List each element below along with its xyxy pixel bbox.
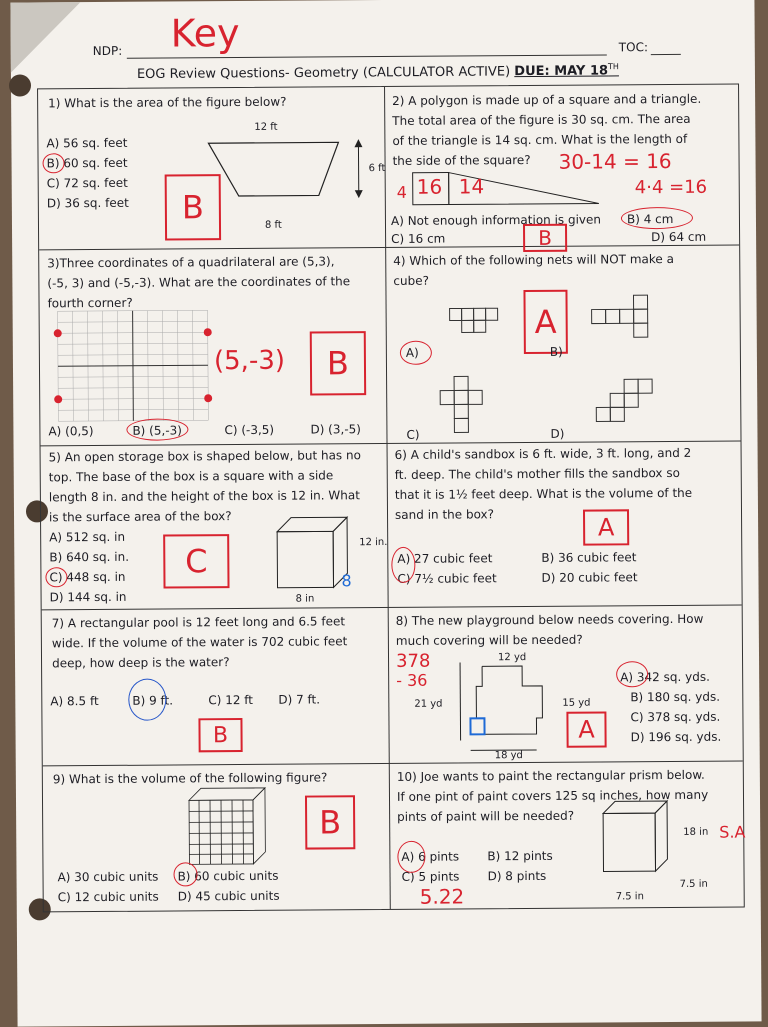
q1-answer-circle [42,153,64,173]
q5-answer-box: C [163,534,229,588]
q3-coordinate-grid [58,310,209,421]
q9-answer-circle [173,862,197,886]
q3-answer-box: B [310,331,366,395]
q3-option-a[interactable]: A) (0,5) [48,421,93,441]
q4-option-a[interactable]: A) [406,343,419,363]
toc-label: TOC: [619,40,648,54]
question-grid [37,84,745,913]
q7-option-b[interactable]: B) 9 ft. [132,690,173,710]
q4-answer-circle [400,341,432,365]
q5-option-d[interactable]: D) 144 sq. in [50,587,127,608]
q10-work-surface-area: S.A [719,822,745,841]
q5-text: 5) An open storage box is shaped below, but has no top. The base of the box is a square with a side length 8 in. and the height of the box is 12 in. What is the surface area of the box? [49,445,388,527]
q3-option-c[interactable]: C) (-3,5) [224,420,274,440]
q5-height-label: 12 in. [359,537,387,548]
q9-text: 9) What is the volume of the following figure? [53,767,389,789]
q8-work-total: 378 [396,651,431,672]
q8-answer-box: A [566,711,606,747]
q5-side-label: 8 in [296,594,315,605]
q1-bottom-label: 8 ft [265,220,282,231]
q2-work-subtraction: 30-14 = 16 [558,149,671,174]
q10-option-d[interactable]: D) 8 pints [487,866,546,886]
q6-option-b[interactable]: B) 36 cubic feet [541,547,636,568]
q2-work-multiplication: 4·4 =16 [635,177,707,199]
q5-side-annotation: 8 [341,571,351,590]
toc-line [651,54,681,55]
q10-height-label: 18 in [683,827,708,838]
q3-work-answer: (5,-3) [214,346,285,376]
q7-option-c[interactable]: C) 12 ft [208,690,253,710]
q7-answer-circle [128,679,166,721]
q2-work-triangle-area: 14 [459,174,485,198]
q5-option-c[interactable]: C) 448 sq. in [49,567,125,588]
q1-option-a[interactable]: A) 56 sq. feet [46,133,127,154]
q7-option-d[interactable]: D) 7 ft. [278,689,320,709]
q8-answer-circle [616,661,648,687]
q4-option-b[interactable]: B) [550,342,563,362]
q8-text: 8) The new playground below needs covering. How much covering will be needed? [396,609,736,651]
q3-text: 3)Three coordinates of a quadrilateral are (5,3), (-5, 3) and (-5,-3). What are the coordinates of the fourth corner? [47,251,385,313]
q10-answer-circle [397,841,425,873]
q3-option-b[interactable]: B) (5,-3) [132,420,182,440]
q2-option-d[interactable]: D) 64 cm [651,227,706,247]
q2-option-b[interactable]: B) 4 cm [627,209,674,229]
q8-left-label: 21 yd [414,699,442,710]
q1-trapezoid [208,137,368,208]
q8-top-label: 12 yd [498,652,526,663]
q4-net-b [592,299,652,345]
q10-option-c[interactable]: C) 5 pints [401,866,459,886]
folded-corner [10,2,80,72]
q9-option-c[interactable]: C) 12 cubic units [58,887,159,908]
q5-box-figure [277,517,351,588]
q10-prism-figure [603,801,674,873]
q6-option-a[interactable]: A) 27 cubic feet [397,548,492,569]
q4-option-c[interactable]: C) [406,425,419,445]
q10-depth-label: 7.5 in [680,879,708,890]
q9-option-a[interactable]: A) 30 cubic units [57,867,158,888]
q1-option-c[interactable]: C) 72 sq. feet [47,173,128,194]
key-handwriting: Key [171,11,240,55]
punch-hole-top [9,74,31,96]
q10-option-a[interactable]: A) 6 pints [401,846,459,866]
q10-text: 10) Joe wants to paint the rectangular prism below. If one pint of paint covers 125 sq inches, how many pints of paint will be needed? [397,765,737,827]
q6-text: 6) A child's sandbox is 6 ft. wide, 3 ft. long, and 2 ft. deep. The child's mother fills the sandbox so that it is 1½ feet deep. What is the volume of the sand in the box? [395,443,736,525]
q4-answer-box: A [523,290,567,354]
ndp-label: NDP: [93,44,123,58]
q4-net-d [596,379,656,435]
q8-right-label: 15 yd [562,698,590,709]
q1-height-label: 6 ft [369,163,386,174]
q1-option-b[interactable]: B) 60 sq. feet [46,153,127,174]
q9-cube-figure [189,788,270,865]
q1-option-d[interactable]: D) 36 sq. feet [47,193,129,214]
q2-option-c[interactable]: C) 16 cm [391,229,445,249]
q1-text: 1) What is the area of the figure below? [48,91,378,113]
q8-work-subtract: - 36 [396,671,427,690]
q6-answer-circle [391,547,415,583]
worksheet-title: EOG Review Questions- Geometry (CALCULATOR ACTIVE) DUE: MAY 18TH [137,62,619,82]
q1-answer-box: B [165,174,221,240]
q2-work-side: 4 [397,183,407,202]
q4-net-c [440,376,500,432]
q9-option-d[interactable]: D) 45 cubic units [178,886,280,907]
q10-width-label: 7.5 in [616,891,644,902]
q5-option-b[interactable]: B) 640 sq. in. [49,547,129,568]
q10-option-b[interactable]: B) 12 pints [487,846,552,866]
q9-option-b[interactable]: B) 60 cubic units [177,866,278,887]
q6-option-d[interactable]: D) 20 cubic feet [541,567,637,588]
q3-option-d[interactable]: D) (3,-5) [310,419,361,439]
q6-option-c[interactable]: C) 7½ cubic feet [397,568,496,589]
q8-option-b[interactable]: B) 180 sq. yds. [630,687,720,708]
q7-text: 7) A rectangular pool is 12 feet long and 6.5 feet wide. If the volume of the water is 702 cubic feet deep, how deep is the water? [52,611,388,673]
q4-option-d[interactable]: D) [550,424,564,444]
q2-option-a[interactable]: A) Not enough information is given [391,209,601,230]
q2-answer-box: B [523,224,567,252]
q4-text: 4) Which of the following nets will NOT make a cube? [393,249,733,291]
q7-answer-box: B [198,718,242,752]
q2-work-square-area: 16 [417,175,443,199]
q5-option-a[interactable]: A) 512 sq. in [49,527,125,548]
q8-option-c[interactable]: C) 378 sq. yds. [630,707,720,728]
q5-answer-circle [45,567,67,587]
q7-option-a[interactable]: A) 8.5 ft [50,691,98,711]
worksheet-paper [10,0,761,1027]
q10-work-pints: 5.22 [420,884,465,908]
q8-option-d[interactable]: D) 196 sq. yds. [631,727,722,748]
q4-net-a [450,308,510,354]
q6-answer-box: A [583,509,629,545]
q8-bottom-label: 18 yd [495,750,523,761]
q8-option-a[interactable]: A) 342 sq. yds. [620,667,710,688]
q1-top-label: 12 ft [254,122,277,133]
q2-text: 2) A polygon is made up of a square and a triangle. The total area of the figure is 30 sq. cm. The area of the triangle is 14 sq. cm. What is the length of the side of the square? [392,89,733,171]
q9-answer-box: B [305,795,355,849]
